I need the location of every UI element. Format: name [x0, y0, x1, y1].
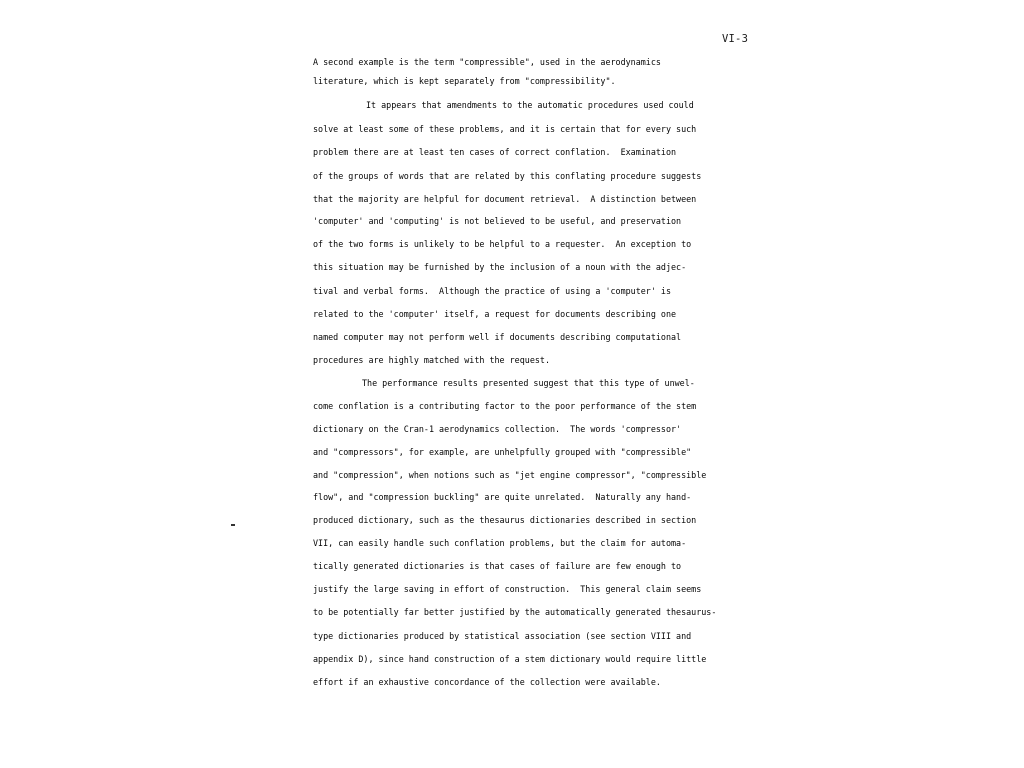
text-line-9: of the two forms is unlikely to be helpful to a requester. An exception to	[313, 239, 692, 249]
text-line-24: justify the large saving in effort of construction. This general claim seems	[313, 584, 702, 594]
text-line-22: VII, can easily handle such conflation problems, but the claim for automa-	[313, 538, 687, 548]
text-line-5: problem there are at least ten cases of correct conflation. Examination	[313, 147, 677, 157]
text-line-26: type dictionaries produced by statistical association (see section VIII and	[313, 631, 692, 641]
text-line-13: named computer may not perform well if documents describing computational	[313, 332, 682, 342]
text-line-19: and "compression", when notions such as "jet engine compressor", "compressible	[313, 470, 707, 480]
page-number: VI-3	[722, 33, 749, 45]
text-line-25: to be potentially far better justified by the automatically generated thesaurus-	[313, 607, 717, 617]
text-line-17: dictionary on the Cran-1 aerodynamics collection. The words 'compressor'	[313, 424, 682, 434]
scan-speck	[231, 524, 235, 526]
text-line-8: 'computer' and 'computing' is not believed to be useful, and preservation	[313, 216, 682, 226]
text-line-28: effort if an exhaustive concordance of the collection were available.	[313, 677, 661, 687]
text-line-15: The performance results presented suggest that this type of unwel-	[362, 378, 695, 388]
text-line-7: that the majority are helpful for document retrieval. A distinction between	[313, 194, 697, 204]
text-line-6: of the groups of words that are related by this conflating procedure suggests	[313, 171, 702, 181]
text-line-20: flow", and "compression buckling" are quite unrelated. Naturally any hand-	[313, 492, 692, 502]
text-line-10: this situation may be furnished by the inclusion of a noun with the adjec-	[313, 262, 687, 272]
text-line-14: procedures are highly matched with the request.	[313, 355, 550, 365]
text-line-27: appendix D), since hand construction of a stem dictionary would require little	[313, 654, 707, 664]
text-line-2: literature, which is kept separately from "compressibility".	[313, 76, 616, 86]
text-line-16: come conflation is a contributing factor to the poor performance of the stem	[313, 401, 697, 411]
text-line-12: related to the 'computer' itself, a request for documents describing one	[313, 309, 677, 319]
text-line-1: A second example is the term "compressible", used in the aerodynamics	[313, 57, 661, 67]
text-line-23: tically generated dictionaries is that cases of failure are few enough to	[313, 561, 682, 571]
text-line-18: and "compressors", for example, are unhelpfully grouped with "compressible"	[313, 447, 692, 457]
text-line-3: It appears that amendments to the automatic procedures used could	[366, 100, 694, 110]
text-line-11: tival and verbal forms. Although the practice of using a 'computer' is	[313, 286, 671, 296]
text-line-21: produced dictionary, such as the thesaurus dictionaries described in section	[313, 515, 697, 525]
text-line-4: solve at least some of these problems, and it is certain that for every such	[313, 124, 697, 134]
